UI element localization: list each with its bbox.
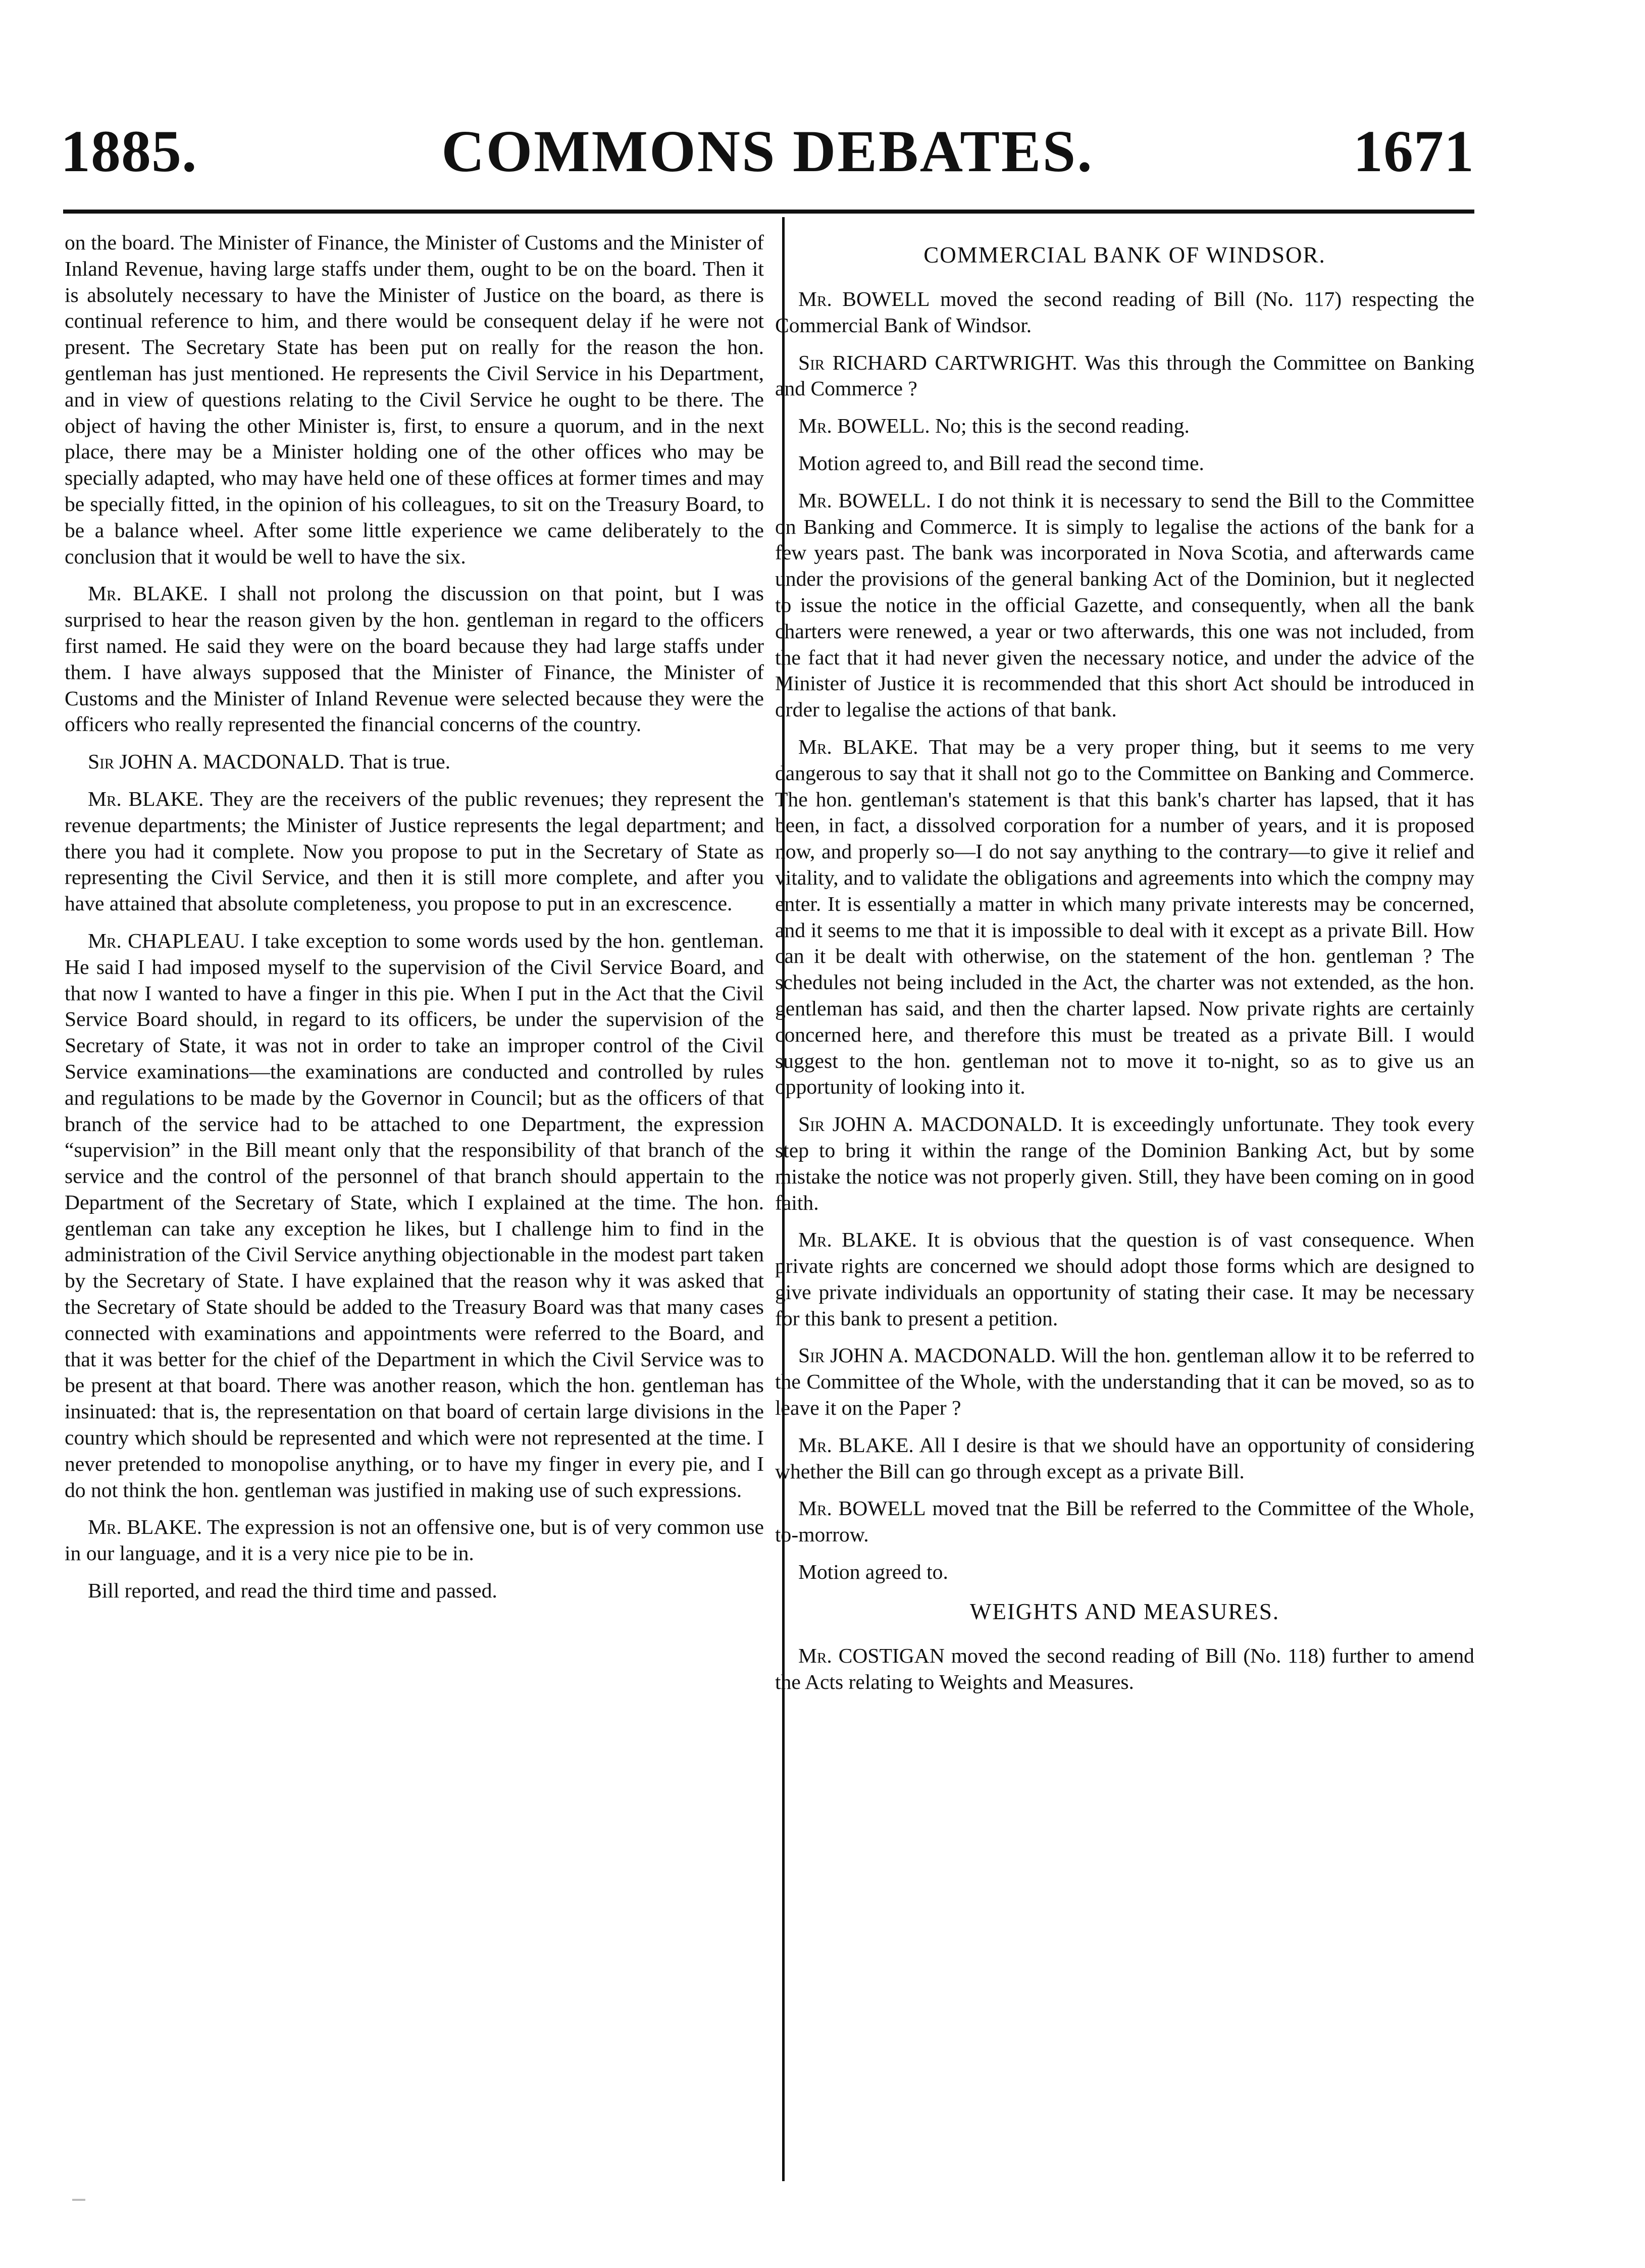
paragraph: Bill reported, and read the third time and passed. (88, 1579, 497, 1603)
speaker-name: Mr. BOWELL (798, 1497, 926, 1520)
paragraph: Mr. BLAKE. I shall not prolong the discussion on that point, but I was surprised to hear the reason given by the hon. gentleman in regard to the officers first named. He said they were on the board because they had large staffs under them. I have always supposed that the Minister of Finance, the Minister of Customs and the Minister of Inland Revenue were selected because they were the officers who really represented the financial concerns of the country. (65, 582, 764, 736)
speaker-name: Mr. BOWELL. (798, 488, 932, 512)
paragraph: Sir JOHN A. MACDONALD. It is exceedingly unfortunate. They took every step to bring it within the range of the Dominion Banking Act, but by some mistake the notice was not properly given. Still, they have been coming on in good faith. (775, 1112, 1474, 1214)
speaker-name: Mr. BLAKE. (88, 582, 209, 605)
header-rule (63, 210, 1474, 214)
speaker-name: Sir JOHN A. MACDONALD. (798, 1112, 1063, 1136)
header-page-number: 1671 (1353, 118, 1474, 184)
paragraph: Mr. BOWELL moved tnat the Bill be referred to the Committee of the Whole, to-morrow. (775, 1497, 1475, 1547)
paragraph: Mr. BOWELL moved the second reading of Bill (No. 117) respecting the Commercial Bank of Windsor. (775, 287, 1474, 337)
paragraph: Mr. CHAPLEAU. I take exception to some words used by the hon. gentleman. He said I had imposed myself to the supervision of the Civil Service Board, and that now I wanted to have a finger in this pie. When I put in the Act that the Civil Service Board should, in regard to its officers, be under the supervision of the Secretary of State, it was not in order to take an improper control of the Civil Service examinations—the examinations are conducted and controlled by rules and regulations to be made by the Governor in Council; but as the officers of that branch of the service had to be attached to one Department, the expression “supervision” in the Bill meant only that the responsibility of that branch of the service and the control of the personnel of that branch should appertain to the Department of the Secretary of State, which I explained at the time. The hon. gentleman can take any exception he likes, but I challenge him to find in the administration of the Civil Service anything objectionable in the modest part taken by the Secretary of State. I have explained that the reason why it was asked that the Secretary of State should be added to the Treasury Board was that many cases connected with examinations and appointments were referred to the Board, and that it was better for the chief of the Department in which the Civil Service was to be present at that board. There was another reason, which the hon. gentleman has insinuated: that is, the representation on that board of certain large divisions in the country which should be represented and which were not represented at the time. I never pretended to monopolise anything, or to have my finger in every pie, and I do not think the hon. gentleman was justified in making use of such expressions. (65, 929, 764, 1502)
speaker-name: Mr. CHAPLEAU. (88, 929, 245, 952)
paragraph: Mr. BLAKE. The expression is not an offensive one, but is of very common use in our language, and it is a very nice pie to be in. (65, 1515, 764, 1565)
paragraph: Sir JOHN A. MACDONALD. Will the hon. gentleman allow it to be referred to the Committee of the Whole, with the understanding that it can be moved, so as to leave it on the Paper ? (775, 1344, 1474, 1420)
paragraph: Mr. BOWELL. No; this is the second reading. (798, 414, 1190, 438)
paragraph: Mr. BOWELL. I do not think it is necessary to send the Bill to the Committee on Banking and Commerce. It is simply to legalise the actions of the bank for a few years past. The bank was incorporated in Nova Scotia, and afterwards came under the provisions of the general banking Act of the Dominion, but it neglected to issue the notice in the official Gazette, and consequently, when all the bank charters were renewed, a year or two afterwards, this one was not included, from the fact that it had never given the necessary notice, and under the advice of the Minister of Justice it is recommended that this short Act should be introduced in order to legalise the actions of that bank. (775, 488, 1474, 721)
page-header (61, 101, 1474, 202)
section-heading-commercial-bank: COMMERCIAL BANK OF WINDSOR. (923, 242, 1326, 268)
paragraph: Mr. BLAKE. They are the receivers of the public revenues; they represent the revenue departments; the Minister of Justice represents the legal department; and there you had it complete. Now you propose to put in the Secretary of State as representing the Civil Service, and then it is still more complete, and after you have attained that absolute completeness, you propose to put in an excrescence. (65, 787, 764, 915)
speaker-name: Mr. BOWELL (798, 287, 930, 311)
speaker-name: Mr. BLAKE. (88, 787, 204, 810)
header-year: 1885. (61, 118, 197, 184)
speaker-name: Mr. BLAKE. (88, 1515, 202, 1539)
paragraph: Mr. COSTIGAN moved the second reading of Bill (No. 118) further to amend the Acts relating to Weights and Measures. (775, 1643, 1474, 1693)
section-heading-weights-measures: WEIGHTS AND MEASURES. (969, 1599, 1280, 1624)
paragraph: Motion agreed to, and Bill read the second time. (798, 451, 1204, 475)
speaker-name: Sir RICHARD CARTWRIGHT. (798, 350, 1077, 374)
speaker-name: Mr. BOWELL. (798, 414, 930, 438)
paragraph: Mr. BLAKE. All I desire is that we should have an opportunity of considering whether the Bill can go through except as a private Bill. (775, 1433, 1474, 1483)
paragraph: Mr. BLAKE. That may be a very proper thing, but it seems to me very dangerous to say that it shall not go to the Committee on Banking and Commerce. The hon. gentleman's statement is that this bank's charter has lapsed, that it has been, in fact, a dissolved corporation for a number of years, and it is proposed now, and properly so—I do not say anything to the contrary—to give it relief and vitality, and to validate the obligations and agreements into which the compny may enter. It is essentially a matter in which many private interests may be concerned, and it seems to me that it is impossible to deal with it except as a private Bill. How can it be dealt with otherwise, on the statement of the hon. gentleman ? The schedules not being included in the Act, the charter was not extended, as the hon. gentleman has said, and then the charter lapsed. Now private rights are certainly concerned here, and therefore this must be treated as a private Bill. I would suggest to the hon. gentleman not to move it to-night, so as to give us an opportunity of looking into it. (775, 735, 1474, 1099)
speaker-name: Sir JOHN A. MACDONALD. (798, 1344, 1056, 1367)
header-title: COMMONS DEBATES. (441, 118, 1094, 184)
right-column (775, 230, 1474, 1706)
speaker-name: Mr. BLAKE. (798, 735, 918, 758)
page-mark (72, 2199, 85, 2201)
paragraph: on the board. The Minister of Finance, the Minister of Customs and the Minister of Inland Revenue, having large staffs under them, ought to be on the board. Then it is absolutely necessary to have the Minister of Justice on the board, as there is continual reference to him, and there would be consequent delay if he were not present. The Secretary State has been put on really for the reason the hon. gentleman has just mentioned. He represents the Civil Service in his Department, and in view of questions relating to the Civil Service he ought to be there. The object of having the other Minister is, first, to ensure a quorum, and in the next place, there may be a Minister holding one of the other offices who may be specially adapted, who may have held one of these offices at former times and may be specially fitted, in the opinion of his colleagues, to sit on the Treasury Board, to be a balance wheel. After some little experience we came deliberately to the conclusion that it would be well to have the six. (65, 231, 764, 568)
paragraph: Sir RICHARD CARTWRIGHT. Was this through the Committee on Banking and Commerce ? (775, 350, 1474, 400)
paragraph: Motion agreed to. (798, 1560, 948, 1584)
paragraph: Mr. BLAKE. It is obvious that the question is of vast consequence. When private rights are concerned we should adopt those forms which are designed to give private individuals an opportunity of stating their case. It may be necessary for this bank to present a petition. (775, 1228, 1475, 1330)
speaker-name: Mr. BLAKE. (798, 1433, 914, 1457)
speaker-name: Mr. COSTIGAN (798, 1643, 945, 1667)
speaker-name: Sir JOHN A. MACDONALD. (88, 750, 345, 774)
paragraph: Sir JOHN A. MACDONALD. That is true. (88, 750, 451, 774)
speaker-name: Mr. BLAKE. (798, 1228, 917, 1252)
left-column (65, 230, 764, 1615)
